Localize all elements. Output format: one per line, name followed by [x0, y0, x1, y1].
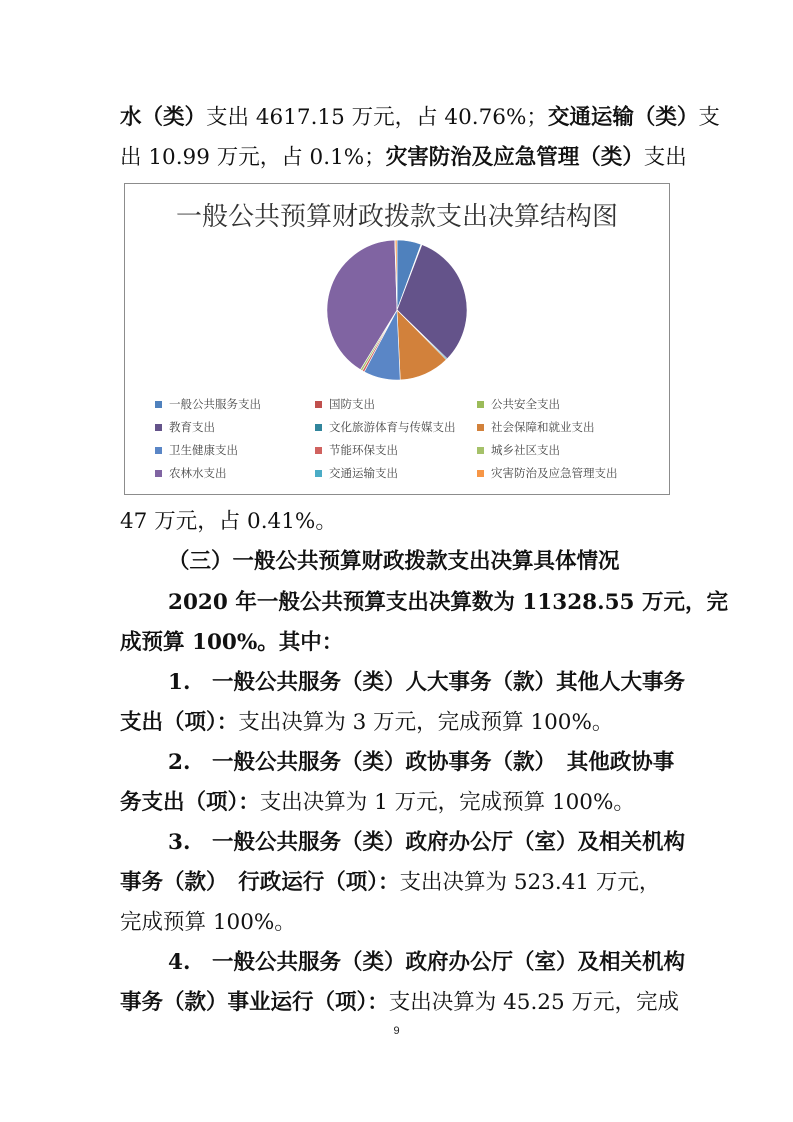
chart-title: 一般公共预算财政拨款支出决算结构图 [175, 202, 618, 232]
legend-swatch [155, 447, 162, 454]
legend-swatch [155, 424, 162, 431]
text-line-2 [120, 138, 687, 178]
legend-item [477, 441, 560, 459]
legend-label: 灾害防治及应急管理支出 [491, 466, 618, 480]
text-normal: 支出决算为 3 万元，完成预算 100%。 [238, 710, 614, 735]
paragraph-line: 成预算 100%。其中： [120, 630, 344, 655]
legend-label: 文化旅游体育与传媒支出 [329, 420, 456, 434]
list-item-4-cont [120, 983, 679, 1023]
list-item-3-cont [120, 863, 675, 903]
legend-swatch [315, 424, 322, 431]
text-normal: 支出决算为 45.25 万元，完成 [388, 990, 679, 1015]
list-item-1: 1. 一般公共服务（类）人大事务（款）其他人大事务 [168, 670, 685, 695]
legend-swatch [477, 470, 484, 477]
legend-label: 社会保障和就业支出 [491, 420, 595, 434]
legend-item [315, 418, 456, 436]
legend-swatch [315, 470, 322, 477]
text-normal: 出 10.99 万元，占 0.1%； [120, 145, 386, 170]
legend-label: 一般公共服务支出 [169, 397, 261, 411]
text-bold: 水（类） [120, 105, 207, 130]
paragraph-line: 2020 年一般公共预算支出决算数为 11328.55 万元，完 [168, 590, 728, 615]
legend-label: 国防支出 [329, 397, 375, 411]
legend-item [477, 418, 595, 436]
list-item-2-cont [120, 783, 675, 823]
text-normal: 支出决算为 1 万元，完成预算 100%。 [259, 790, 635, 815]
legend-swatch [477, 424, 484, 431]
legend-item [315, 395, 375, 413]
page-number: 9 [393, 1025, 400, 1037]
legend-swatch [315, 401, 322, 408]
legend-item [155, 418, 215, 436]
legend-item [477, 464, 618, 482]
legend-label: 农林水支出 [169, 466, 227, 480]
legend-label: 卫生健康支出 [169, 443, 238, 457]
text-bold: 交通运输（类） [547, 105, 699, 130]
text-bold: 事务（款） 行政运行（项）： [120, 870, 400, 895]
legend-label: 城乡社区支出 [491, 443, 560, 457]
legend-item [155, 441, 238, 459]
legend-item [315, 464, 398, 482]
text-normal: 支出 [643, 145, 687, 170]
legend-swatch [477, 447, 484, 454]
legend-item [477, 395, 560, 413]
text-line-1 [120, 98, 720, 138]
text-normal: 支 [698, 105, 720, 130]
pie-chart-svg [125, 184, 671, 384]
list-item-3: 3. 一般公共服务（类）政府办公厅（室）及相关机构 [168, 830, 685, 855]
text-bold: 务支出（项）： [120, 790, 260, 815]
text-bold: 支出（项）： [120, 710, 239, 735]
list-item-2: 2. 一般公共服务（类）政协事务（款） 其他政协事 [168, 750, 675, 775]
list-item-4: 4. 一般公共服务（类）政府办公厅（室）及相关机构 [168, 950, 685, 975]
legend-swatch [477, 401, 484, 408]
legend-swatch [155, 470, 162, 477]
text-line-3: 47 万元，占 0.41%。 [120, 509, 337, 534]
legend-item [155, 395, 261, 413]
legend-item [315, 441, 398, 459]
list-item-1-cont [120, 703, 675, 743]
legend-label: 节能环保支出 [329, 443, 398, 457]
legend-item [155, 464, 227, 482]
legend-swatch [155, 401, 162, 408]
text-bold: 事务（款）事业运行（项）： [120, 990, 389, 1015]
text-normal: 支出 4617.15 万元，占 40.76%； [206, 105, 548, 130]
legend-label: 交通运输支出 [329, 466, 398, 480]
text-normal: 支出决算为 523.41 万元， [399, 870, 661, 895]
legend-label: 公共安全支出 [491, 397, 560, 411]
section-heading: （三）一般公共预算财政拨款支出决算具体情况 [168, 549, 620, 574]
list-item-3-cont2: 完成预算 100%。 [120, 910, 296, 935]
text-bold: 灾害防治及应急管理（类） [385, 145, 644, 170]
pie-chart [124, 183, 670, 495]
legend-swatch [315, 447, 322, 454]
legend-label: 教育支出 [169, 420, 215, 434]
